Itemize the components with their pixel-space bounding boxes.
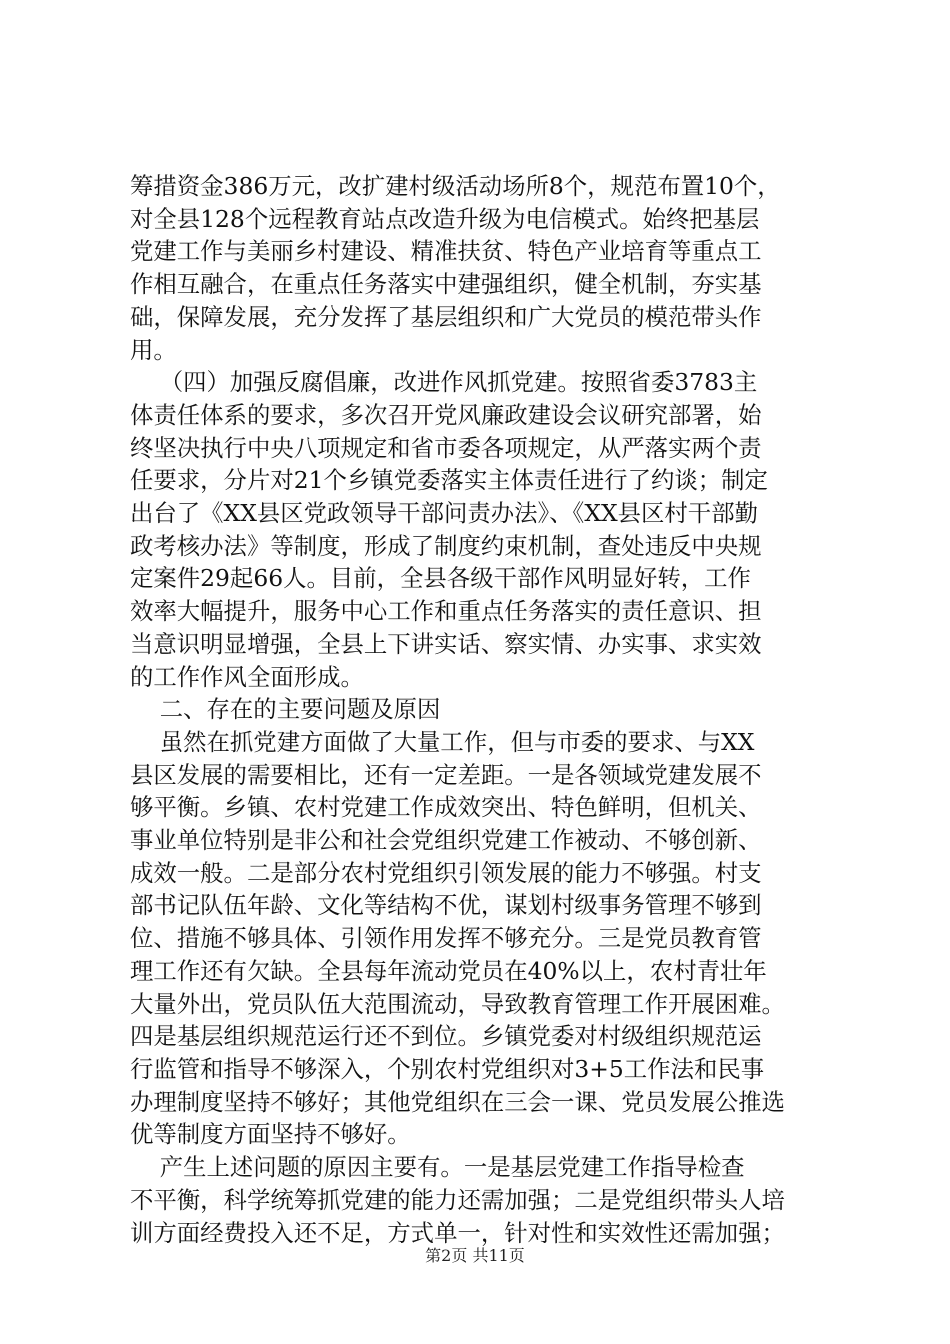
text-line: 虽然在抓党建方面做了大量工作，但与市委的要求、与XX (130, 727, 755, 756)
text-line: 定案件29起66人。目前，全县各级干部作风明显好转，工作 (130, 564, 751, 593)
text-line: 成效一般。二是部分农村党组织引领发展的能力不够强。村支 (130, 858, 762, 887)
text-line: 办理制度坚持不够好；其他党组织在三会一课、党员发展公推选 (130, 1087, 785, 1116)
page-footer (0, 1243, 950, 1266)
text-line: 的工作作风全面形成。 (130, 662, 364, 691)
page-number: 第2页 共11页 (425, 1246, 525, 1265)
text-line: 出台了《XX县区党政领导干部问责办法》、《XX县区村干部勤 (130, 499, 758, 528)
text-line: 四是基层组织规范运行还不到位。乡镇党委对村级组织规范运 (130, 1022, 762, 1051)
text-line: 用。 (130, 335, 177, 364)
text-line: 作相互融合，在重点任务落实中建强组织，健全机制，夯实基 (130, 270, 762, 299)
text-line: 位、措施不够具体、引领作用发挥不够充分。三是党员教育管 (130, 924, 762, 953)
text-line: 不平衡，科学统筹抓党建的能力还需加强；二是党组织带头人培 (130, 1185, 785, 1214)
text-line: 理工作还有欠缺。全县每年流动党员在40%以上，农村青壮年 (130, 956, 767, 985)
text-line: 筹措资金386万元，改扩建村级活动场所8个，规范布置10个， (130, 172, 781, 200)
text-line: 党建工作与美丽乡村建设、精准扶贫、特色产业培育等重点工 (130, 237, 762, 266)
text-line: 当意识明显增强，全县上下讲实话、察实情、办实事、求实效 (130, 629, 762, 658)
text-line: 体责任体系的要求，多次召开党风廉政建设会议研究部署，始 (130, 400, 762, 429)
text-line: （四）加强反腐倡廉，改进作风抓党建。按照省委3783主 (130, 368, 758, 397)
text-line: 政考核办法》等制度，形成了制度约束机制，查处违反中央规 (130, 531, 762, 560)
document-body (130, 170, 830, 1249)
text-line: 产生上述问题的原因主要有。一是基层党建工作指导检查 (130, 1153, 745, 1182)
text-line: 效率大幅提升，服务中心工作和重点任务落实的责任意识、担 (130, 597, 762, 626)
text-line: 础，保障发展，充分发挥了基层组织和广大党员的模范带头作 (130, 302, 762, 331)
section-heading: 二、存在的主要问题及原因 (130, 695, 441, 724)
text-line: 训方面经费投入还不足，方式单一，针对性和实效性还需加强； (130, 1218, 785, 1247)
text-line: 终坚决执行中央八项规定和省市委各项规定，从严落实两个责 (130, 433, 762, 462)
text-line: 对全县128个远程教育站点改造升级为电信模式。始终把基层 (130, 204, 760, 233)
text-line: 够平衡。乡镇、农村党建工作成效突出、特色鲜明，但机关、 (130, 793, 762, 822)
text-line: 任要求，分片对21个乡镇党委落实主体责任进行了约谈；制定 (130, 466, 768, 495)
text-line: 行监管和指导不够深入，个别农村党组织对3+5工作法和民事 (130, 1054, 765, 1083)
text-line: 大量外出，党员队伍大范围流动，导致教育管理工作开展困难。 (130, 989, 785, 1018)
text-line: 事业单位特别是非公和社会党组织党建工作被动、不够创新、 (130, 826, 762, 855)
text-line: 县区发展的需要相比，还有一定差距。一是各领域党建发展不 (130, 760, 762, 789)
text-line: 部书记队伍年龄、文化等结构不优，谋划村级事务管理不够到 (130, 891, 762, 920)
text-line: 优等制度方面坚持不够好。 (130, 1120, 411, 1149)
